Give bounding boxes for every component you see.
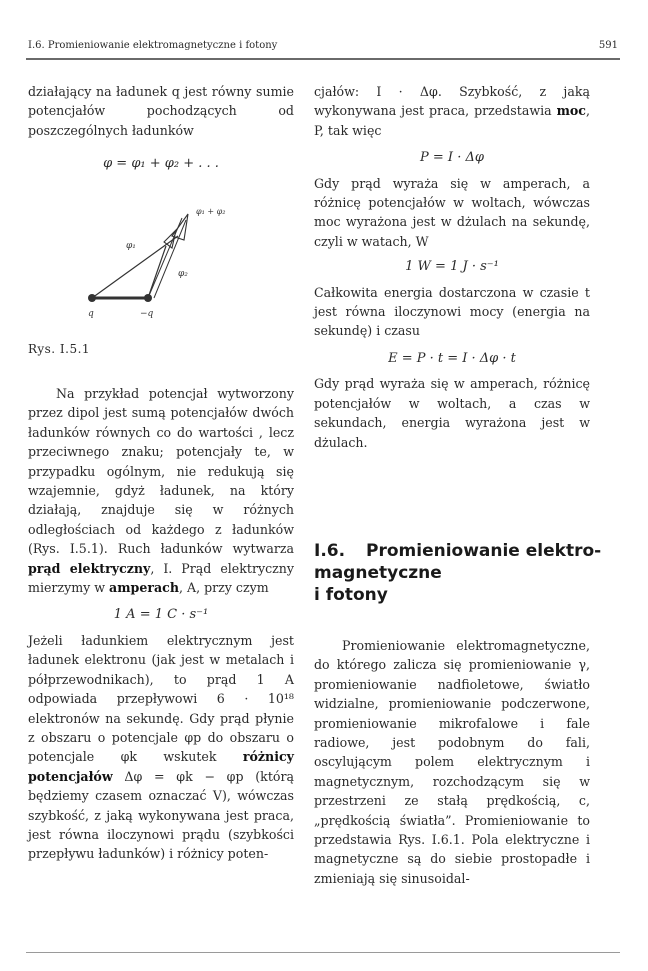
label-phi2: φ₂	[178, 269, 188, 279]
section-title-part-2: magnetyczne	[314, 563, 442, 583]
section-number: I.6.	[314, 541, 346, 561]
paragraph-energy: Całkowita energia dostarczona w czasie t jest równa iloczynowi mocy (energia na sekundę) i czasu	[314, 284, 590, 339]
text-run: , A, przy czym	[178, 580, 269, 596]
text-run: , I. Prąd elektryczny mierzymy w	[28, 560, 294, 596]
figure-dipole	[60, 200, 280, 330]
paragraph-joules: Gdy prąd wyraża się w amperach, różnicę potencjałów w woltach, a czas w sekundach, energia wyrażona jest w dżulach.	[314, 376, 590, 450]
left-column-top	[28, 82, 294, 174]
text-run: Jeżeli ładunkiem elektrycznym jest ładunek elektronu (jak jest w metalach i półprzewodnikach), to prąd 1 A odpowiada przepływowi 6 · 10¹⁸ elektronów na sekundę. Gdy prąd płynie z obszaru o potencjale φp do obszaru o potencjale φk wskutek	[28, 632, 294, 765]
section-title-part-1: Promieniowanie elektro-	[366, 541, 602, 561]
equation-ampere: 1 A = 1 C · s⁻¹	[113, 607, 209, 623]
paragraph-electron-current	[28, 631, 294, 864]
right-column-section	[314, 636, 590, 888]
equation-energy: E = P · t = I · Δφ · t	[388, 350, 516, 366]
running-header	[28, 40, 618, 54]
dipole-diagram	[60, 200, 280, 330]
figure-caption: Rys. I.5.1	[28, 342, 91, 356]
term-power: moc	[556, 103, 586, 119]
header-section-title: I.6. Promieniowanie elektromagnetyczne i fotony	[28, 40, 278, 51]
left-column-main	[28, 384, 294, 864]
right-column-top	[314, 82, 590, 452]
label-neg-q: −q	[140, 309, 154, 319]
label-q: q	[88, 309, 94, 319]
text-run: Δφ = φk − φp (którą będziemy czasem oznaczać V), wówczas szybkość, z jaką wykonywana jest praca, jest równa iloczynowi prądu (szybkości przepływu ładunków) i różnicy poten-	[28, 768, 294, 862]
section-heading	[314, 540, 604, 606]
paragraph-watts: Gdy prąd wyraża się w amperach, a różnicę potencjałów w woltach, wówczas moc wyrażona jest w dżulach na sekundę, czyli w watach, W	[314, 175, 590, 249]
equation-watt: 1 W = 1 J · s⁻¹	[405, 259, 499, 275]
footer-rule	[26, 952, 620, 953]
label-phi-sum: φ₁ + φ₂	[196, 207, 226, 216]
paragraph-dipole	[28, 384, 294, 597]
term-amperes: amperach	[109, 580, 179, 596]
label-phi1: φ₁	[126, 241, 136, 251]
sum-arrow-line-b	[154, 220, 186, 298]
text-run: , P, tak więc	[314, 103, 590, 138]
equation-potential-sum: φ = φ₁ + φ₂ + . . .	[103, 156, 219, 172]
term-potential-difference: różnicy potencjałów	[28, 749, 294, 784]
term-electric-current: prąd elektryczny	[28, 560, 151, 576]
page-number: 591	[598, 40, 618, 51]
section-heading-line-1	[314, 540, 604, 562]
paragraph-power	[314, 82, 590, 140]
header-rule	[26, 58, 620, 60]
paragraph: działający na ładunek q jest równy sumie potencjałów pochodzących od poszczególnych ładunków	[28, 84, 294, 138]
text-run: cjałów: I · Δφ. Szybkość, z jaką wykonywana jest praca, przedstawia	[314, 84, 590, 119]
paragraph-em-radiation: Promieniowanie elektromagnetyczne, do którego zalicza się promieniowanie γ, promieniowanie nadfioletowe, światło widzialne, promieniowanie podczerwone, promieniowanie mikrofalowe i fale radiowe, jest podobnym do fali, oscylującym polem elektrycznym i magnetycznym, rozchodzącym się w przestrzeni ze stałą prędkością, c, „prędkością światła”. Promieniowanie to przedstawia Rys. I.6.1. Pola elektryczne i magnetyczne są do siebie prostopadłe i zmieniają się sinusoidal-	[314, 638, 590, 886]
section-title-part-3: i fotony	[314, 585, 388, 605]
equation-power: P = I · Δφ	[420, 150, 484, 166]
text-run: Na przykład potencjał wytworzony przez dipol jest sumą potencjałów dwóch ładunków równych co do wartości , lecz przeciwnego znaku; potencjały te, w przypadku ogólnym, nie redukują się wzajemnie, gdyż ładunek, na który działają, znajduje się w różnych odległościach od każdego z ładunków (Rys. I.5.1). Ruch ładunków wytwarza	[28, 386, 294, 557]
